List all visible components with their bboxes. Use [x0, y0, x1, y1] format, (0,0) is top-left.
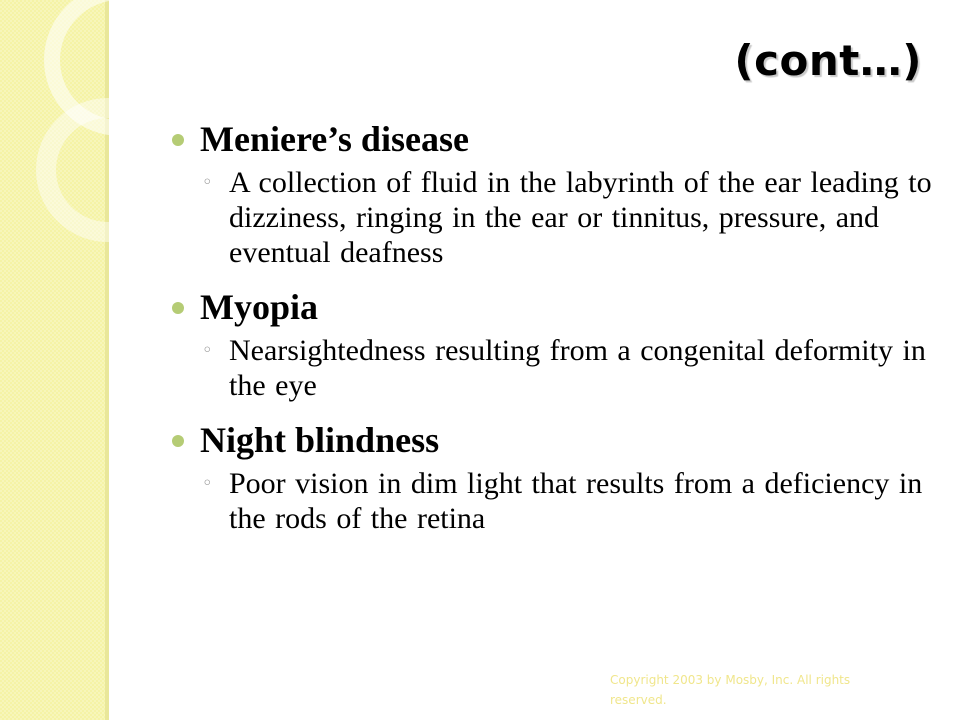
- definition-night-blindness: [172, 466, 932, 536]
- bullet-dot-icon: [172, 435, 184, 447]
- term-label: Myopia: [200, 287, 319, 327]
- bullet-dot-icon: [172, 302, 184, 314]
- definition-menieres: [172, 165, 932, 270]
- bullet-dot-icon: [172, 134, 184, 146]
- definition-text: A collection of fluid in the labyrinth of the ear leading to dizziness, ringing in the ear or tinnitus, pressure, and eventual deafness: [229, 166, 932, 269]
- sub-bullet-icon: ◦: [202, 340, 213, 361]
- bullet-term-myopia: [172, 282, 932, 332]
- definition-myopia: [172, 333, 932, 403]
- bullet-term-night-blindness: [172, 415, 932, 465]
- bullet-list: [172, 114, 932, 548]
- slide-title: (cont…): [734, 36, 922, 85]
- term-label: Night blindness: [200, 420, 440, 460]
- decorative-rings-icon: [0, 0, 200, 300]
- sub-bullet-icon: ◦: [202, 172, 213, 193]
- term-label: Meniere’s disease: [200, 119, 469, 159]
- definition-text: Poor vision in dim light that results from a deficiency in the rods of the retina: [229, 467, 923, 535]
- copyright-footer: Copyright 2003 by Mosby, Inc. All rights reserved.: [610, 673, 851, 707]
- definition-text: Nearsightedness resulting from a congenital deformity in the eye: [229, 334, 926, 402]
- sub-bullet-icon: ◦: [202, 473, 213, 494]
- bullet-term-menieres: [172, 114, 932, 164]
